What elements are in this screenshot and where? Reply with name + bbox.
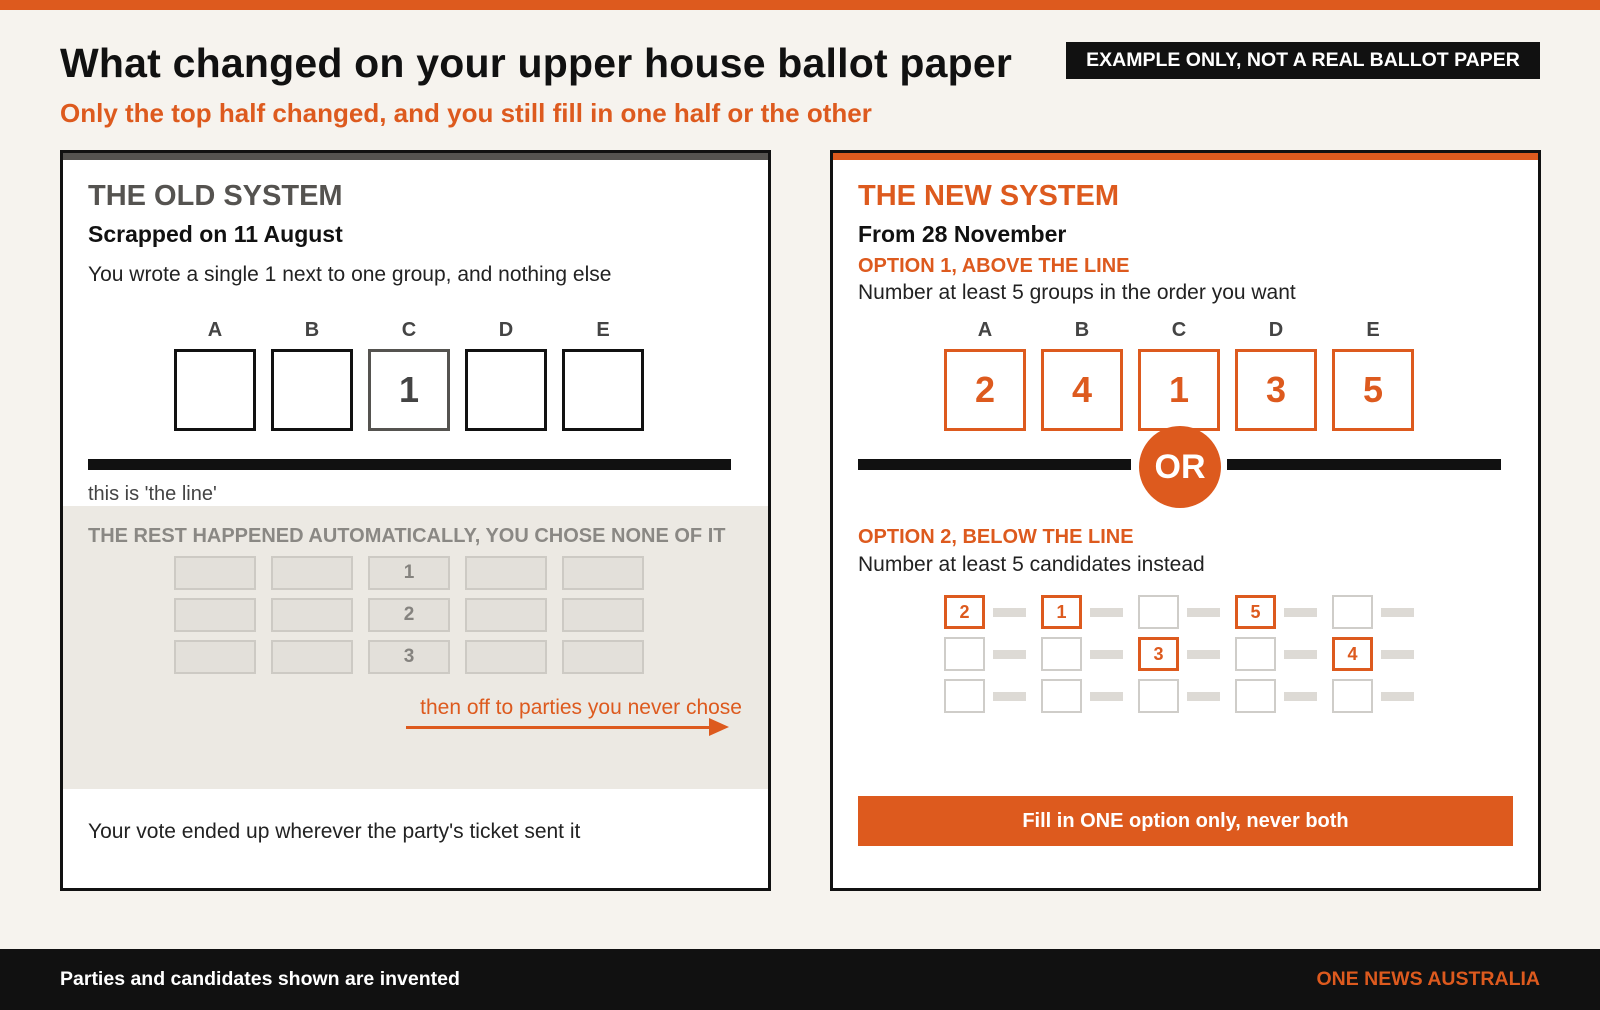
fill-one-option-banner: Fill in ONE option only, never both [858, 796, 1513, 846]
new-group-letter-e: E [1366, 319, 1380, 341]
new-system-title: THE NEW SYSTEM [858, 180, 1120, 212]
automatic-candidate-box [465, 598, 547, 632]
candidate-name-placeholder [1090, 608, 1123, 617]
example-only-badge: EXAMPLE ONLY, NOT A REAL BALLOT PAPER [1066, 42, 1540, 79]
old-group-box-b [271, 349, 353, 431]
option-2-label: OPTION 2, BELOW THE LINE [858, 526, 1134, 548]
automatic-candidate-box [562, 556, 644, 590]
automatic-candidate-box [465, 640, 547, 674]
new-system-panel [830, 150, 1541, 891]
arrowhead-icon [709, 718, 729, 736]
or-divider-badge: OR [1139, 426, 1221, 508]
new-group-box-a: 2 [944, 349, 1026, 431]
old-group-letter-a: A [207, 319, 223, 341]
new-group-letter-d: D [1268, 319, 1284, 341]
candidate-box [1332, 595, 1373, 629]
automatic-candidate-box [465, 556, 547, 590]
old-group-box-c: 1 [368, 349, 450, 431]
candidate-box [1138, 595, 1179, 629]
automatic-candidate-box: 1 [368, 556, 450, 590]
candidate-name-placeholder [993, 608, 1026, 617]
old-system-description: You wrote a single 1 next to one group, and nothing else [88, 263, 612, 286]
candidate-box: 2 [944, 595, 985, 629]
candidate-name-placeholder [1187, 608, 1220, 617]
new-group-letter-a: A [977, 319, 993, 341]
the-line-label: this is 'the line' [88, 483, 217, 505]
candidate-box [1332, 679, 1373, 713]
top-accent-bar [0, 0, 1600, 10]
automatic-section-label: THE REST HAPPENED AUTOMATICALLY, YOU CHOSE NONE OF IT [88, 525, 726, 547]
candidate-name-placeholder [1187, 692, 1220, 701]
option-2-description: Number at least 5 candidates instead [858, 553, 1205, 576]
candidate-box [1235, 679, 1276, 713]
automatic-candidate-box [174, 556, 256, 590]
option-1-description: Number at least 5 groups in the order you want [858, 281, 1296, 304]
old-system-panel [60, 150, 771, 891]
old-system-footnote: Your vote ended up wherever the party's ticket sent it [88, 820, 581, 843]
new-group-box-e: 5 [1332, 349, 1414, 431]
old-group-letter-b: B [304, 319, 320, 341]
candidate-name-placeholder [1381, 608, 1414, 617]
page-subtitle: Only the top half changed, and you still fill in one half or the other [60, 98, 872, 128]
page-title: What changed on your upper house ballot paper [60, 40, 1013, 86]
old-group-letter-c: C [401, 319, 417, 341]
candidate-box: 1 [1041, 595, 1082, 629]
candidate-box [1041, 637, 1082, 671]
new-panel-accent-bar [830, 150, 1541, 160]
footer-brand: ONE NEWS AUSTRALIA [1316, 968, 1540, 990]
new-group-letter-b: B [1074, 319, 1090, 341]
candidate-name-placeholder [1284, 650, 1317, 659]
new-group-box-d: 3 [1235, 349, 1317, 431]
old-group-box-d [465, 349, 547, 431]
old-panel-accent-bar [60, 150, 771, 160]
candidate-name-placeholder [993, 650, 1026, 659]
candidate-box [944, 637, 985, 671]
old-ballot-line [88, 459, 731, 470]
candidate-name-placeholder [993, 692, 1026, 701]
new-group-letter-c: C [1171, 319, 1187, 341]
automatic-candidate-box [174, 598, 256, 632]
new-group-box-c: 1 [1138, 349, 1220, 431]
candidate-name-placeholder [1090, 692, 1123, 701]
candidate-box [1041, 679, 1082, 713]
old-group-box-a [174, 349, 256, 431]
candidate-name-placeholder [1381, 692, 1414, 701]
candidate-name-placeholder [1381, 650, 1414, 659]
new-ballot-line-left [858, 459, 1131, 470]
option-1-label: OPTION 1, ABOVE THE LINE [858, 255, 1130, 277]
candidate-box: 3 [1138, 637, 1179, 671]
new-group-box-b: 4 [1041, 349, 1123, 431]
footer-bar [0, 949, 1600, 1010]
automatic-candidate-box [271, 640, 353, 674]
candidate-box [1138, 679, 1179, 713]
ticket-flow-note: then off to parties you never chose [420, 696, 742, 719]
automatic-candidate-box: 3 [368, 640, 450, 674]
new-system-date: From 28 November [858, 221, 1067, 247]
automatic-candidate-box: 2 [368, 598, 450, 632]
candidate-box: 4 [1332, 637, 1373, 671]
candidate-box [944, 679, 985, 713]
candidate-name-placeholder [1284, 692, 1317, 701]
candidate-box [1235, 637, 1276, 671]
automatic-candidate-box [174, 640, 256, 674]
old-group-box-e [562, 349, 644, 431]
old-group-letter-d: D [498, 319, 514, 341]
automatic-candidate-box [271, 598, 353, 632]
new-ballot-line-right [1227, 459, 1501, 470]
candidate-name-placeholder [1284, 608, 1317, 617]
automatic-candidate-box [271, 556, 353, 590]
automatic-candidate-box [562, 598, 644, 632]
candidate-name-placeholder [1187, 650, 1220, 659]
candidate-name-placeholder [1090, 650, 1123, 659]
candidate-box: 5 [1235, 595, 1276, 629]
old-system-date: Scrapped on 11 August [88, 221, 343, 247]
old-system-title: THE OLD SYSTEM [88, 180, 343, 212]
old-group-letter-e: E [596, 319, 610, 341]
footer-disclaimer: Parties and candidates shown are invented [60, 968, 460, 990]
arrow-right-icon [406, 726, 711, 729]
automatic-candidate-box [562, 640, 644, 674]
